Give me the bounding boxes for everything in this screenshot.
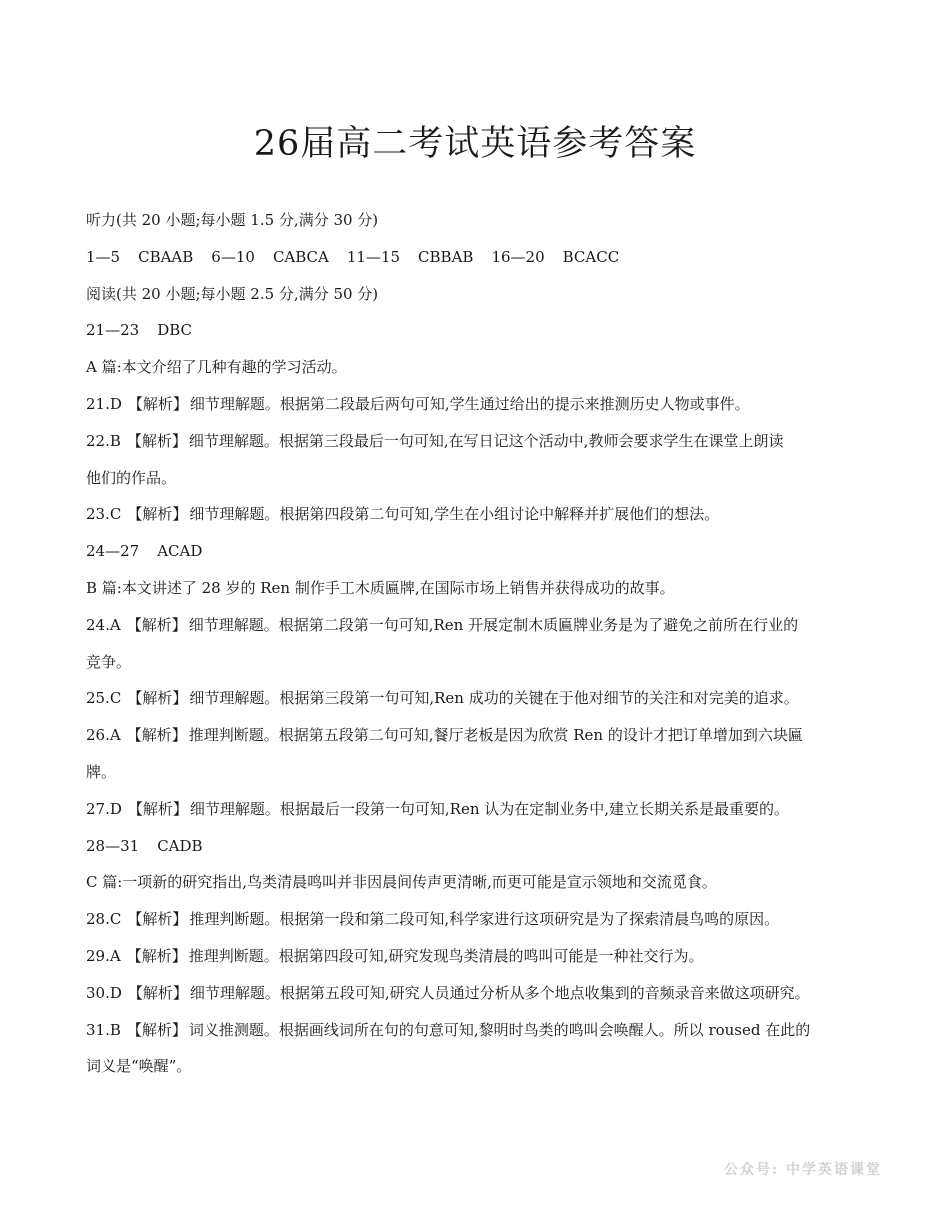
analysis-tag: 【解析】 <box>126 431 187 450</box>
analysis-text: 词义推测题。根据画线词所在句的句意可知,黎明时鸟类的鸣叫会唤醒人。所以 roused 在此的 <box>188 1020 811 1039</box>
analysis-tag: 【解析】 <box>126 1020 187 1039</box>
question-26-continued: 牌。 <box>86 762 117 781</box>
question-31 <box>86 1016 886 1053</box>
analysis-text: 细节理解题。根据第二段最后两句可知,学生通过给出的提示来推测历史人物或事件。 <box>189 394 750 413</box>
question-number: 22.B <box>86 431 121 450</box>
answer-letters: ACAD <box>157 542 203 561</box>
question-24-continued: 竞争。 <box>86 652 132 671</box>
question-25 <box>86 684 886 721</box>
analysis-tag: 【解析】 <box>127 689 188 708</box>
analysis-text: 推理判断题。根据第五段第二句可知,餐厅老板是因为欣赏 Ren 的设计才把订单增加到六块匾 <box>188 726 803 745</box>
question-22 <box>86 427 886 464</box>
answer-range: 24—27 <box>86 542 140 561</box>
question-number: 21.D <box>86 394 122 413</box>
question-27 <box>86 795 886 832</box>
analysis-text: 细节理解题。根据第三段第一句可知,Ren 成功的关键在于他对细节的关注和对完美的追求。 <box>189 689 799 708</box>
analysis-text: 细节理解题。根据第五段可知,研究人员通过分析从多个地点收集到的音频录音来做这项研究。 <box>189 983 810 1002</box>
listening-answers <box>86 243 886 280</box>
question-30 <box>86 979 886 1016</box>
group-c-summary: C 篇:一项新的研究指出,鸟类清晨鸣叫并非因晨间传声更清晰,而更可能是宣示领地和交流觅食。 <box>86 873 717 892</box>
reading-heading: 阅读(共 20 小题;每小题 2.5 分,满分 50 分) <box>86 284 379 303</box>
analysis-text: 细节理解题。根据第二段第一句可知,Ren 开展定制木质匾牌业务是为了避免之前所在行业的 <box>188 615 799 634</box>
answer-letters: CBBAB <box>418 247 474 266</box>
answer-range: 21—23 <box>86 321 140 340</box>
analysis-text: 细节理解题。根据第三段最后一句可知,在写日记这个活动中,教师会要求学生在课堂上朗读 <box>188 431 784 450</box>
analysis-text: 推理判断题。根据第四段可知,研究发现鸟类清晨的鸣叫可能是一种社交行为。 <box>188 946 704 965</box>
answer-content <box>86 206 886 1089</box>
analysis-tag: 【解析】 <box>127 983 188 1002</box>
answer-range: 16—20 <box>491 247 545 266</box>
question-number: 25.C <box>86 689 122 708</box>
listening-heading: 听力(共 20 小题;每小题 1.5 分,满分 30 分) <box>86 211 379 229</box>
group-c-answers <box>86 832 886 869</box>
group-b-answers <box>86 537 886 574</box>
analysis-text: 细节理解题。根据最后一段第一句可知,Ren 认为在定制业务中,建立长期关系是最重要的。 <box>189 799 790 818</box>
question-number: 28.C <box>86 910 122 929</box>
question-number: 29.A <box>86 946 121 965</box>
question-28 <box>86 905 886 942</box>
answer-range: 28—31 <box>86 836 140 855</box>
analysis-tag: 【解析】 <box>126 726 187 745</box>
answer-letters: CBAAB <box>138 247 194 266</box>
analysis-tag: 【解析】 <box>127 505 188 524</box>
group-b-summary: B 篇:本文讲述了 28 岁的 Ren 制作手工木质匾牌,在国际市场上销售并获得成功的故事。 <box>86 578 675 597</box>
question-number: 27.D <box>86 799 122 818</box>
question-26 <box>86 721 886 758</box>
analysis-tag: 【解析】 <box>126 946 187 965</box>
question-number: 26.A <box>86 726 121 745</box>
analysis-tag: 【解析】 <box>126 615 187 634</box>
question-31-continued: 词义是“唤醒”。 <box>86 1057 192 1076</box>
watermark: 公众号: 中学英语课堂 <box>723 1162 882 1178</box>
question-21 <box>86 390 886 427</box>
question-number: 23.C <box>86 505 122 524</box>
question-29 <box>86 942 886 979</box>
analysis-tag: 【解析】 <box>127 799 188 818</box>
question-23 <box>86 500 886 537</box>
answer-range: 11—15 <box>346 247 401 266</box>
answer-letters: CABCA <box>272 247 329 266</box>
analysis-tag: 【解析】 <box>127 910 188 929</box>
analysis-tag: 【解析】 <box>127 394 188 413</box>
answer-letters: DBC <box>157 321 192 340</box>
analysis-text: 推理判断题。根据第一段和第二段可知,科学家进行这项研究是为了探索清晨鸟鸣的原因。 <box>189 910 780 929</box>
answer-range: 1—5 <box>86 247 121 266</box>
page-title: 26届高二考试英语参考答案 <box>253 124 697 164</box>
question-22-continued: 他们的作品。 <box>86 468 177 487</box>
question-number: 24.A <box>86 615 121 634</box>
question-number: 31.B <box>86 1020 121 1039</box>
question-24 <box>86 611 886 648</box>
answer-letters: CADB <box>157 836 203 855</box>
analysis-text: 细节理解题。根据第四段第二句可知,学生在小组讨论中解释并扩展他们的想法。 <box>189 505 720 524</box>
answer-range: 6—10 <box>211 247 255 266</box>
answer-letters: BCACC <box>562 247 620 266</box>
group-a-summary: A 篇:本文介绍了几种有趣的学习活动。 <box>86 358 347 377</box>
question-number: 30.D <box>86 983 122 1002</box>
group-a-answers <box>86 316 886 353</box>
